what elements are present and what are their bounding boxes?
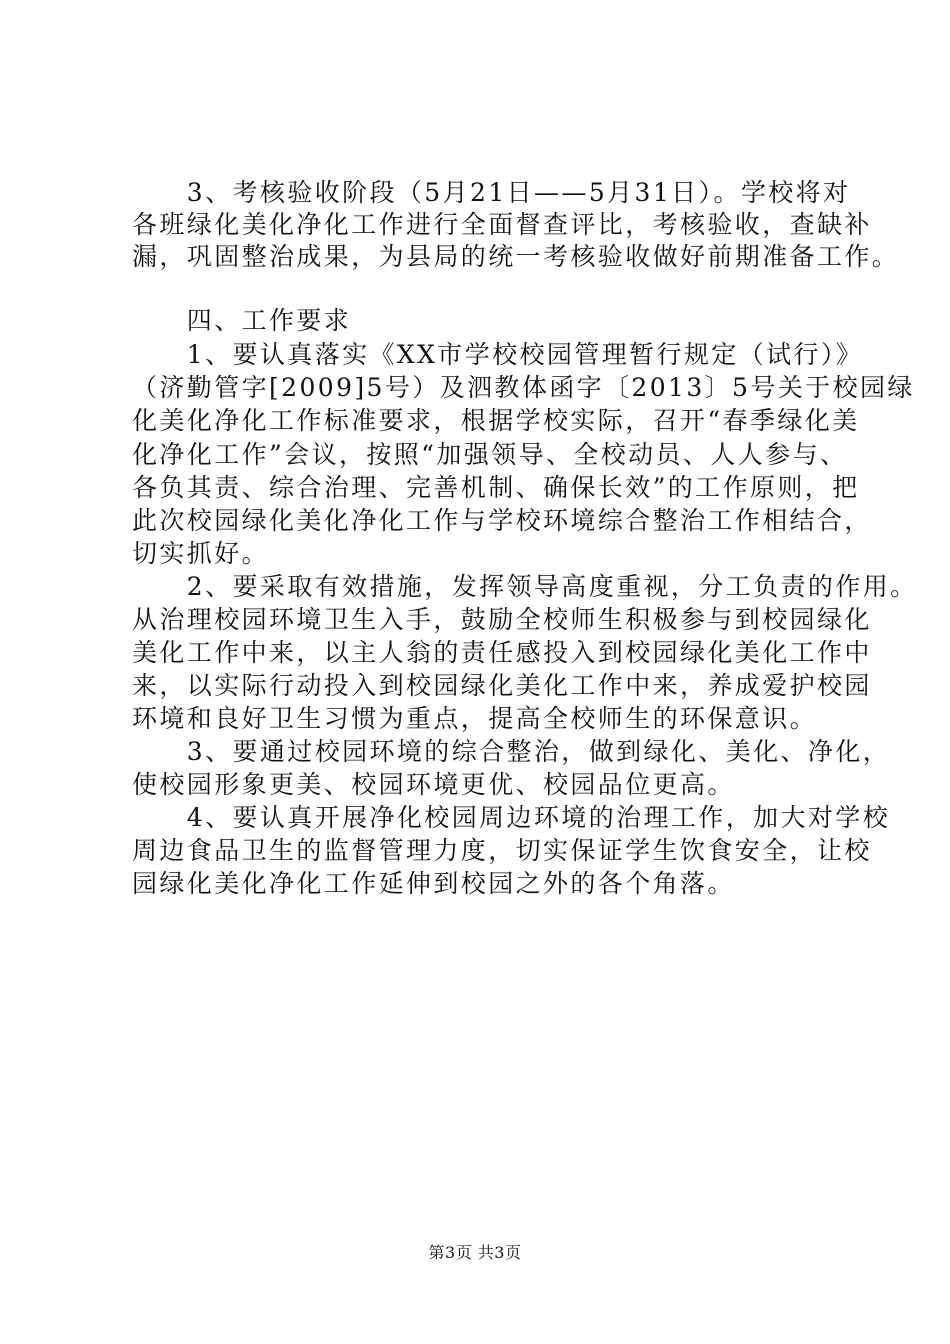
paragraph-line: 3、考核验收阶段（5月21日——5月31日）。学校将对 xyxy=(132,178,851,207)
paragraph-line: 来，以实际行动投入到校园绿化美化工作中来，养成爱护校园 xyxy=(132,671,872,700)
page-footer: 第3页 共3页 xyxy=(428,1243,522,1262)
paragraph-line: （济勤管字[2009]5号）及泗教体函字〔2013〕5号关于校园绿 xyxy=(132,373,915,402)
paragraph-line: 各班绿化美化净化工作进行全面督查评比，考核验收，查缺补 xyxy=(132,210,872,239)
paragraph-line: 美化工作中来，以主人翁的责任感投入到校园绿化美化工作中 xyxy=(132,638,872,667)
paragraph-line: 化美化净化工作标准要求，根据学校实际，召开“春季绿化美 xyxy=(132,406,860,435)
paragraph-line: 1、要认真落实《XX市学校校园管理暂行规定（试行）》 xyxy=(132,340,864,369)
paragraph-line: 园绿化美化净化工作延伸到校园之外的各个角落。 xyxy=(132,869,735,898)
paragraph-line: 4、要认真开展净化校园周边环境的治理工作，加大对学校 xyxy=(132,803,891,832)
paragraph-line: 2、要采取有效措施，发挥领导高度重视，分工负责的作用。 xyxy=(132,572,918,601)
paragraph-line: 漏，巩固整治成果，为县局的统一考核验收做好前期准备工作。 xyxy=(132,242,900,271)
paragraph-line: 化净化工作”会议，按照“加强领导、全校动员、人人参与、 xyxy=(132,440,848,469)
paragraph-line: 切实抓好。 xyxy=(132,539,270,568)
paragraph-line: 此次校园绿化美化净化工作与学校环境综合整治工作相结合， xyxy=(132,506,872,535)
paragraph-line: 各负其责、综合治理、完善机制、确保长效”的工作原则，把 xyxy=(132,473,860,502)
paragraph-line: 周边食品卫生的监督管理力度，切实保证学生饮食安全，让校 xyxy=(132,836,872,865)
section-heading: 四、工作要求 xyxy=(132,306,352,335)
paragraph-line: 3、要通过校园环境的综合整治，做到绿化、美化、净化， xyxy=(132,737,891,766)
paragraph-line: 环境和良好卫生习惯为重点，提高全校师生的环保意识。 xyxy=(132,704,818,733)
paragraph-line: 使校园形象更美、校园环境更优、校园品位更高。 xyxy=(132,770,735,799)
paragraph-line: 从治理校园环境卫生入手，鼓励全校师生积极参与到校园绿化 xyxy=(132,605,872,634)
